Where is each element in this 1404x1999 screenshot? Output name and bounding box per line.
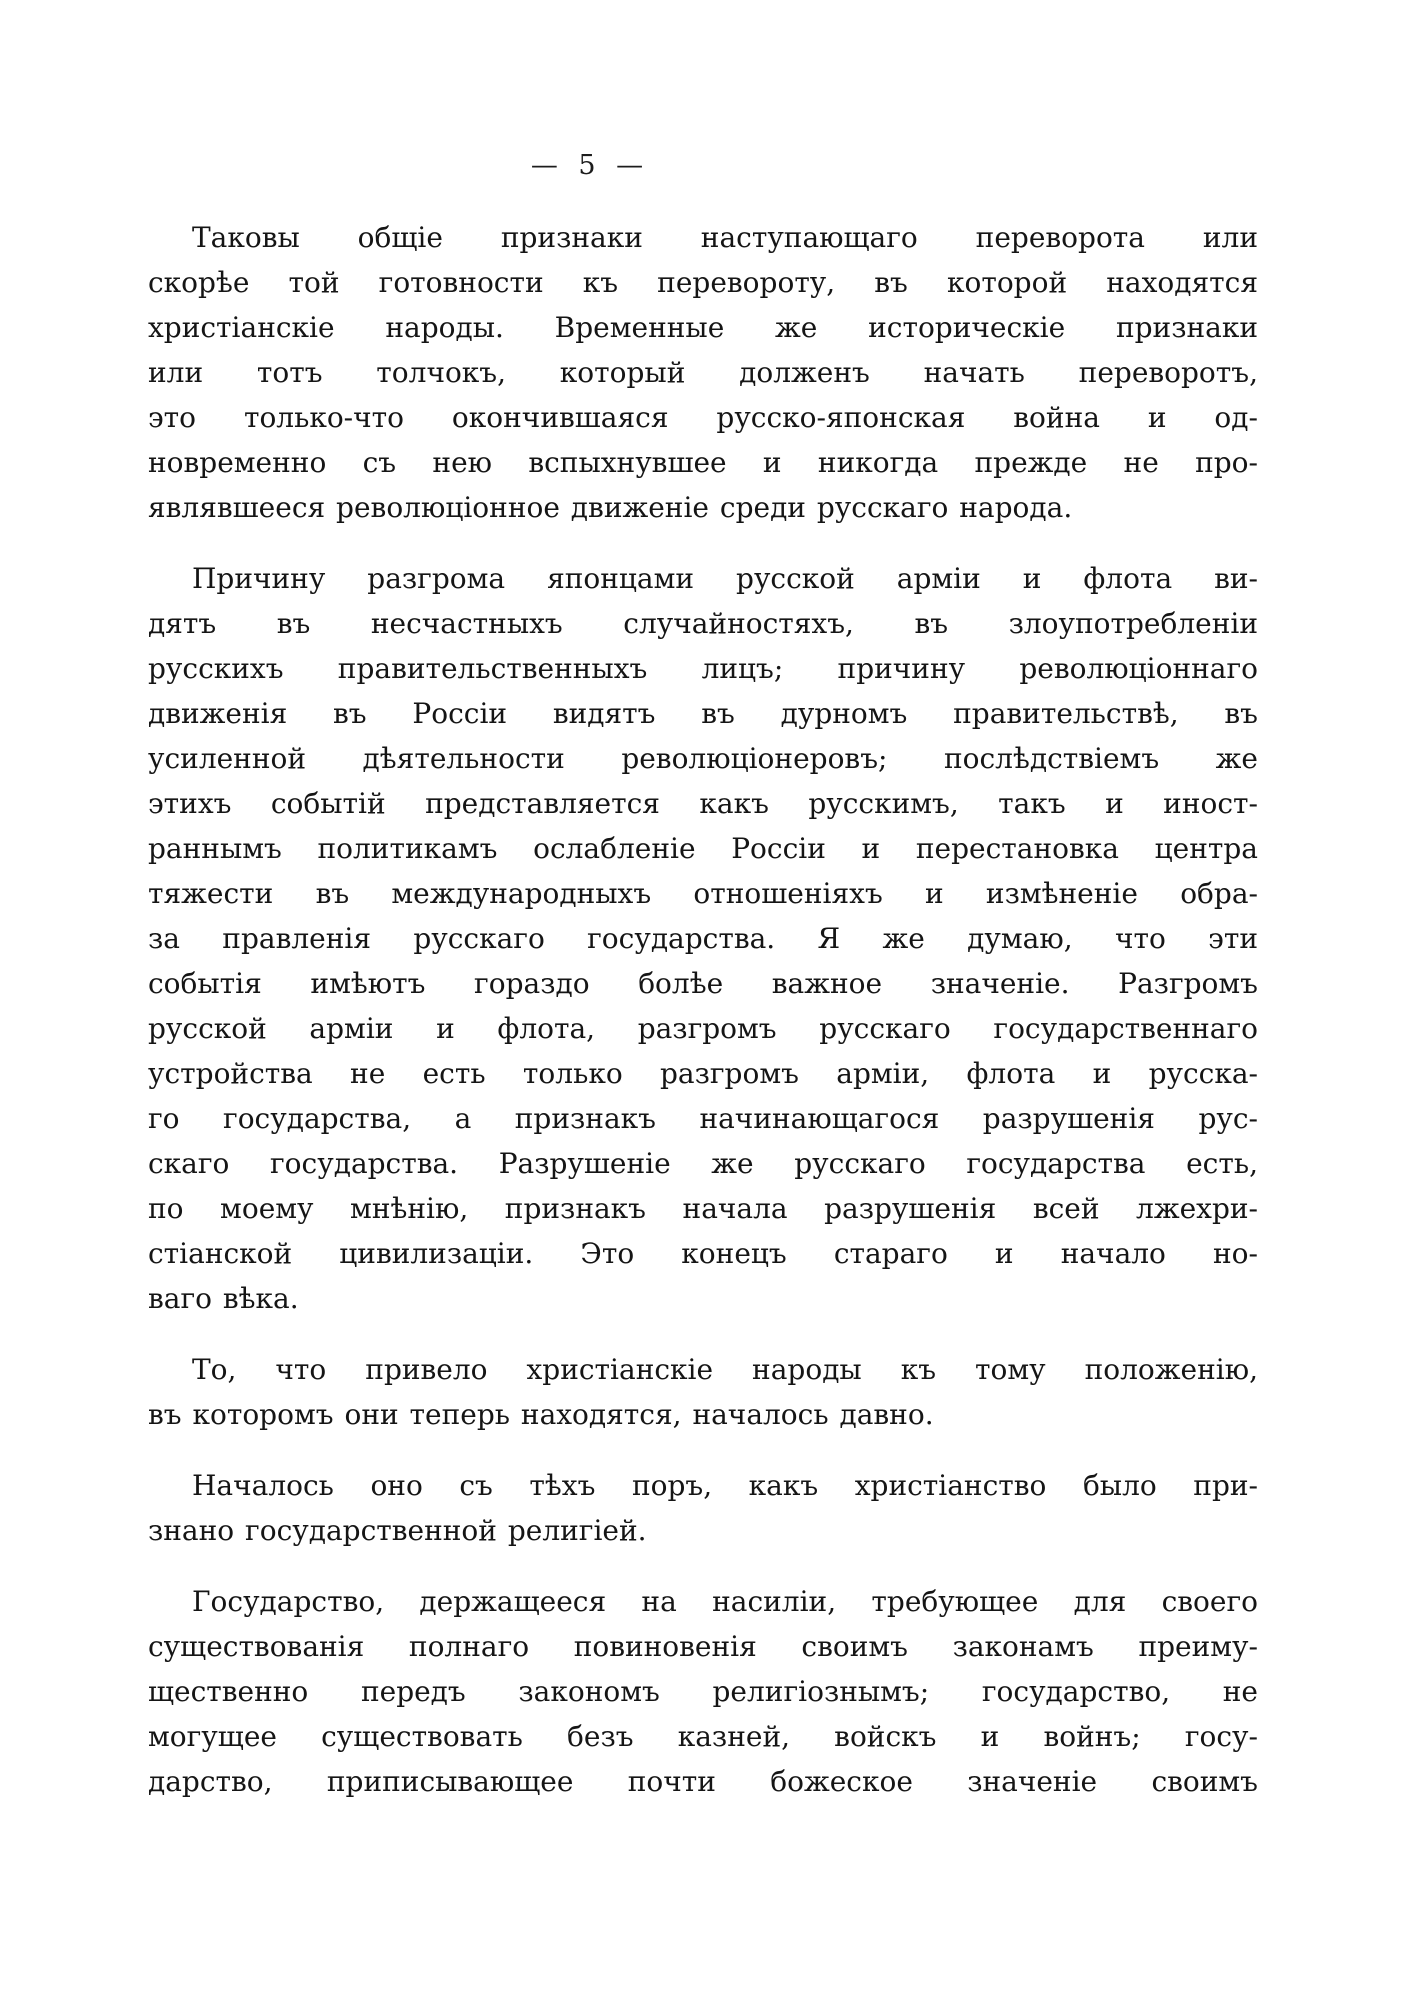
text-line: Государство, держащееся на насиліи, требующее для своего xyxy=(192,1585,1258,1618)
page-body xyxy=(148,215,1258,1804)
text-line: Началось оно съ тѣхъ поръ, какъ христіанство было при- xyxy=(192,1469,1258,1502)
text-line: въ которомъ они теперь находятся, началось давно. xyxy=(148,1398,934,1431)
paragraph-5 xyxy=(148,1579,1258,1804)
text-line: христіанскіе народы. Временные же историческіе признаки xyxy=(148,311,1258,344)
text-line: тяжести въ международныхъ отношеніяхъ и измѣненіе обра- xyxy=(148,877,1258,910)
paragraph-1 xyxy=(148,215,1258,530)
text-line: русскихъ правительственныхъ лицъ; причину революціоннаго xyxy=(148,652,1258,685)
text-line: новременно съ нею вспыхнувшее и никогда прежде не про- xyxy=(148,446,1258,479)
text-line: щественно передъ закономъ религіознымъ; государство, не xyxy=(148,1675,1258,1708)
paragraph-3 xyxy=(148,1347,1258,1437)
paragraph-2 xyxy=(148,556,1258,1321)
text-line: стіанской цивилизаціи. Это конецъ стараго и начало но- xyxy=(148,1237,1258,1270)
text-line: раннымъ политикамъ ослабленіе Россіи и перестановка центра xyxy=(148,832,1258,865)
text-line: по моему мнѣнію, признакъ начала разрушенія всей лжехри- xyxy=(148,1192,1258,1225)
text-line: усиленной дѣятельности революціонеровъ; послѣдствіемъ же xyxy=(148,742,1258,775)
page-header xyxy=(0,0,1404,181)
text-line: существованія полнаго повиновенія своимъ законамъ преиму- xyxy=(148,1630,1258,1663)
text-line: скаго государства. Разрушеніе же русскаго государства есть, xyxy=(148,1147,1258,1180)
text-line: за правленія русскаго государства. Я же думаю, что эти xyxy=(148,922,1258,955)
text-line: устройства не есть только разгромъ арміи, флота и русска- xyxy=(148,1057,1258,1090)
text-line: событія имѣютъ гораздо болѣе важное значеніе. Разгромъ xyxy=(148,967,1258,1000)
text-line: или тотъ толчокъ, который долженъ начать переворотъ, xyxy=(148,356,1258,389)
text-line: русской арміи и флота, разгромъ русскаго государственнаго xyxy=(148,1012,1258,1045)
text-line: движенія въ Россіи видятъ въ дурномъ правительствѣ, въ xyxy=(148,697,1258,730)
page-number: — 5 — xyxy=(530,150,650,181)
text-line: Причину разгрома японцами русской арміи и флота ви- xyxy=(192,562,1258,595)
text-line: этихъ событій представляется какъ русскимъ, такъ и иност- xyxy=(148,787,1258,820)
text-line: могущее существовать безъ казней, войскъ и войнъ; госу- xyxy=(148,1720,1258,1753)
text-line: скорѣе той готовности къ перевороту, въ которой находятся xyxy=(148,266,1258,299)
paragraph-4 xyxy=(148,1463,1258,1553)
text-line: дятъ въ несчастныхъ случайностяхъ, въ злоупотребленіи xyxy=(148,607,1258,640)
text-line: знано государственной религіей. xyxy=(148,1514,647,1547)
text-line: являвшееся революціонное движеніе среди русскаго народа. xyxy=(148,491,1073,524)
text-line: дарство, приписывающее почти божеское значеніе своимъ xyxy=(148,1765,1258,1798)
text-line: ваго вѣка. xyxy=(148,1282,299,1315)
text-line: го государства, а признакъ начинающагося разрушенія рус- xyxy=(148,1102,1258,1135)
text-line: То, что привело христіанскіе народы къ тому положенію, xyxy=(192,1353,1258,1386)
text-line: Таковы общіе признаки наступающаго переворота или xyxy=(192,221,1258,254)
text-line: это только-что окончившаяся русско-японская война и од- xyxy=(148,401,1258,434)
